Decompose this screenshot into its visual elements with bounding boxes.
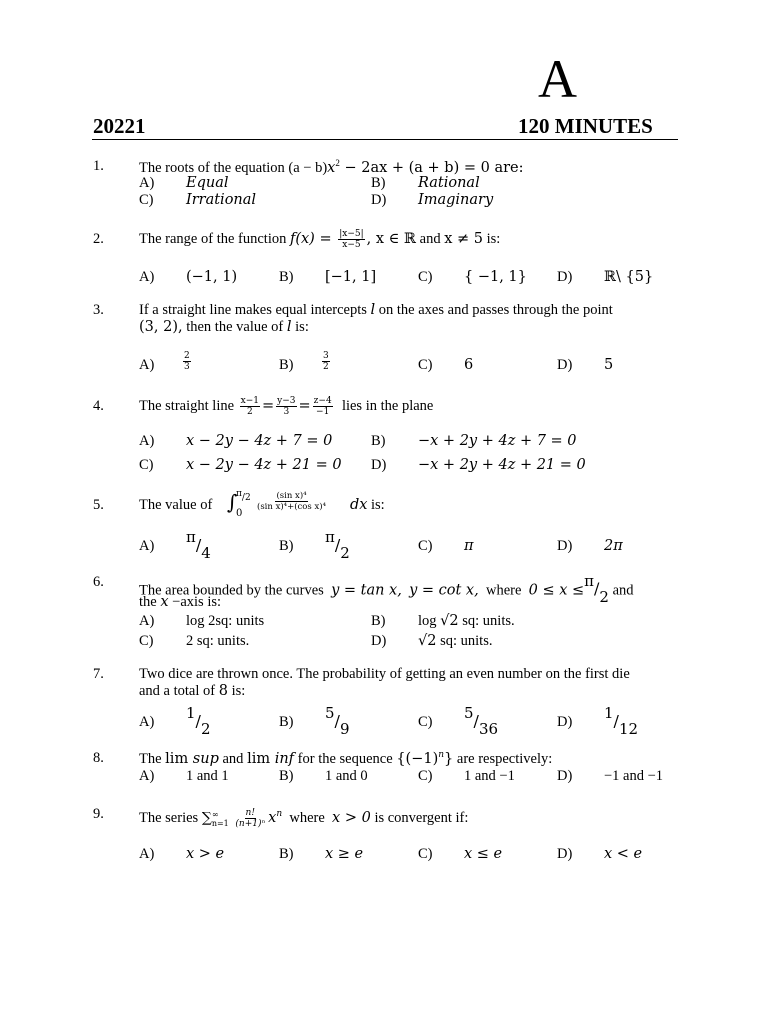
option-value[interactable]: Irrational: [186, 192, 257, 208]
option-value[interactable]: −x + 2y + 4z + 21 = 0: [418, 457, 586, 473]
fraction-numerator: x−1: [240, 396, 259, 407]
math-expr: lim: [247, 750, 271, 767]
limit-num: π: [236, 489, 242, 499]
question-text: [139, 594, 221, 611]
option-label: C): [418, 846, 433, 862]
question-text-part: are respectively:: [453, 750, 553, 767]
question-text: [139, 158, 524, 177]
option-label: C): [139, 192, 154, 208]
question-text-part: is convergent if:: [374, 809, 469, 826]
option-value[interactable]: [418, 633, 492, 650]
fraction-denominator: −1: [316, 407, 330, 418]
question-number: 5.: [93, 497, 104, 513]
option-label: A): [139, 846, 155, 862]
fraction-denominator: 2: [246, 407, 253, 418]
sqrt-expr: √2: [440, 613, 459, 629]
equals-sign: =: [262, 398, 275, 414]
option-label: D): [557, 768, 573, 784]
question-number: 6.: [93, 574, 104, 590]
fraction-denominator: 3: [184, 362, 190, 372]
option-value[interactable]: { −1, 1}: [464, 269, 527, 285]
question-number: 7.: [93, 666, 104, 682]
option-value[interactable]: 1 and 1: [186, 768, 229, 784]
option-label: D): [557, 714, 573, 730]
option-label: A): [139, 269, 155, 285]
frac-den: 4: [201, 543, 211, 562]
option-label: B): [371, 433, 386, 449]
option-label: C): [418, 714, 433, 730]
question-text-part: and: [416, 231, 445, 247]
option-label: B): [279, 538, 294, 554]
question-text-part: The roots of the equation (a − b): [139, 159, 328, 176]
fraction: [183, 351, 191, 372]
option-text: log: [418, 613, 441, 629]
question-text-part: then the value of: [182, 319, 287, 335]
question-text: [139, 302, 613, 319]
option-value[interactable]: [181, 351, 193, 372]
summation-sign: ∑: [201, 809, 212, 826]
option-value[interactable]: $^\pi/_2$: [325, 528, 350, 562]
fraction-denominator: 2: [323, 362, 329, 372]
question-number: 9.: [93, 806, 104, 822]
question-text-part: is:: [291, 319, 309, 335]
math-var: x: [327, 159, 336, 176]
question-text-part: and: [612, 582, 634, 599]
question-text-part: and: [218, 750, 248, 767]
option-value[interactable]: x ≥ e: [325, 846, 364, 862]
option-value[interactable]: −x + 2y + 4z + 7 = 0: [418, 433, 577, 449]
option-label: A): [139, 538, 155, 554]
frac-den: 2: [200, 719, 211, 738]
option-label: D): [557, 846, 573, 862]
option-value[interactable]: x − 2y − 4z + 7 = 0: [186, 433, 333, 449]
exponent: n: [276, 809, 283, 819]
question-text-part: − 2ax + (a + b) = 0 are:: [339, 159, 524, 176]
option-value[interactable]: π: [464, 538, 474, 554]
frac-num: 1: [186, 704, 196, 722]
option-label: B): [279, 357, 294, 373]
exam-code: 20221: [93, 114, 146, 138]
sum-upper: ∞: [211, 809, 219, 819]
question-number: 2.: [93, 231, 104, 247]
option-label: D): [371, 633, 387, 649]
math-expr: f(x) =: [289, 231, 337, 247]
frac-num: 1: [604, 704, 614, 722]
option-label: A): [139, 433, 155, 449]
question-text-part: where: [289, 809, 325, 826]
question-text-part: is:: [483, 231, 501, 247]
option-value[interactable]: −1 and −1: [604, 768, 664, 784]
math-var: x: [268, 809, 277, 826]
option-label: A): [139, 357, 155, 373]
option-label: A): [139, 613, 155, 629]
frac-den: 2: [340, 543, 350, 562]
question-text-part: the: [139, 594, 161, 610]
question-text-part: on the axes and passes through the point: [375, 302, 613, 318]
question-text: [139, 799, 468, 833]
question-text-part: The value of: [139, 497, 213, 513]
option-value[interactable]: ℝ\ {5}: [604, 269, 654, 285]
fraction-numerator: y−3: [277, 396, 296, 407]
question-text-part: The straight line: [139, 398, 235, 414]
math-expr: }: [444, 750, 454, 767]
option-value[interactable]: (−1, 1): [186, 269, 238, 285]
option-label: C): [418, 538, 433, 554]
exam-duration: 120 MINUTES: [518, 114, 653, 138]
option-value[interactable]: x ≤ e: [464, 846, 503, 862]
option-value[interactable]: x − 2y − 4z + 21 = 0: [186, 457, 342, 473]
fraction: [234, 808, 266, 829]
option-value[interactable]: 2π: [604, 538, 623, 554]
option-value[interactable]: 1 and −1: [464, 768, 515, 784]
option-text: sq: units.: [436, 633, 493, 649]
math-expr: x > 0: [332, 809, 371, 826]
option-label: C): [139, 457, 154, 473]
question-text-part: −axis is:: [168, 594, 222, 610]
math-expr: lim: [165, 750, 189, 767]
question-number: 4.: [93, 398, 104, 414]
option-label: D): [371, 192, 387, 208]
option-value[interactable]: 2 sq: units.: [186, 633, 250, 649]
option-value[interactable]: [418, 613, 515, 630]
fraction-numerator: n!: [245, 808, 255, 818]
sqrt-expr: √2: [418, 633, 437, 649]
option-label: B): [279, 768, 294, 784]
fraction: [240, 396, 260, 417]
option-label: A): [139, 714, 155, 730]
question-text: Two dice are thrown once. The probability of getting an even number on the first die: [139, 666, 630, 682]
question-text-part: If a straight line makes equal intercepts: [139, 302, 371, 318]
equals-sign: =: [298, 398, 311, 414]
question-text-part: is:: [227, 683, 246, 699]
option-label: B): [279, 714, 294, 730]
option-value[interactable]: x < e: [604, 846, 643, 862]
header-rule: [92, 139, 678, 140]
option-value[interactable]: x > e: [186, 846, 225, 862]
fraction: [256, 491, 327, 512]
math-expr: (3, 2),: [139, 319, 183, 335]
question-number: 8.: [93, 750, 104, 766]
math-expr: {(−1): [396, 750, 439, 767]
question-number: 3.: [93, 302, 104, 318]
option-value[interactable]: $^\pi/_4$: [186, 528, 211, 562]
option-value[interactable]: 6: [464, 357, 474, 373]
fraction-numerator: (sin x)⁴: [276, 491, 307, 501]
option-value[interactable]: $^1/_{12}$: [604, 704, 639, 738]
option-label: C): [418, 768, 433, 784]
frac-den: 36: [478, 719, 499, 738]
limit-den: 2: [244, 493, 251, 503]
frac-den: 9: [339, 719, 350, 738]
option-value[interactable]: [320, 351, 332, 372]
fraction-denominator: 3: [283, 407, 290, 418]
integral-lower-limit: 0: [236, 508, 243, 519]
option-value[interactable]: [−1, 1]: [325, 269, 377, 285]
integrand: [254, 491, 329, 512]
frac-num: π: [186, 528, 196, 546]
question-text: [139, 224, 500, 254]
question-text: [139, 750, 552, 768]
frac-num: π: [584, 572, 595, 590]
math-var: l: [370, 302, 376, 318]
option-label: C): [418, 269, 433, 285]
question-number: 1.: [93, 158, 104, 174]
fraction: [338, 229, 364, 250]
option-value[interactable]: $^1/_2$: [186, 704, 211, 738]
question-text-part: lies in the plane: [341, 398, 434, 414]
fraction: [313, 396, 333, 417]
question-text-part: The range of the function: [139, 231, 290, 247]
math-var: l: [286, 319, 292, 335]
math-expr: x ≠ 5: [444, 231, 484, 247]
option-label: B): [371, 613, 386, 629]
fraction-denominator: x−5: [342, 240, 361, 251]
option-value[interactable]: $^5/_{36}$: [464, 704, 499, 738]
option-value[interactable]: Rational: [418, 175, 480, 191]
fraction-denominator: (n+1)ⁿ: [235, 819, 266, 829]
question-text-part: The area bounded by the curves: [139, 582, 324, 599]
math-expr: , x ∈ ℝ: [366, 231, 417, 247]
question-text-part: The: [139, 750, 166, 767]
option-label: A): [139, 768, 155, 784]
sum-limits: [212, 810, 229, 828]
option-value[interactable]: log 2sq: units: [186, 613, 265, 629]
frac-num: 5: [325, 704, 335, 722]
integral-sign: ∫: [227, 490, 238, 514]
fraction-numerator: 3: [323, 351, 329, 361]
question-text-part: is:: [371, 497, 385, 513]
math-frac: $^\pi/_2$: [584, 572, 609, 606]
math-expr: y = cot x,: [409, 582, 479, 599]
question-text-part: The series: [139, 809, 202, 826]
option-value[interactable]: Imaginary: [418, 192, 494, 208]
fraction: [276, 396, 296, 417]
option-value[interactable]: 5: [604, 357, 614, 373]
question-text-part: where: [485, 582, 522, 599]
exponent: 2: [335, 158, 340, 168]
question-text: [139, 391, 433, 421]
exponent: n: [438, 750, 445, 760]
option-label: B): [279, 269, 294, 285]
fraction: [322, 351, 330, 372]
option-value[interactable]: 1 and 0: [325, 768, 368, 784]
frac-den: 12: [618, 719, 639, 738]
math-expr: 0 ≤ x ≤: [528, 582, 585, 599]
frac-den: 2: [599, 587, 609, 606]
option-label: B): [279, 846, 294, 862]
differential: dx: [350, 497, 368, 513]
math-expr: y = tan x,: [331, 582, 402, 599]
fraction-numerator: |x−5|: [339, 229, 364, 240]
question-text-part: and a total of: [139, 683, 219, 699]
option-label: D): [557, 357, 573, 373]
integral-upper-limit: π/2: [236, 489, 251, 503]
question-text: [139, 319, 309, 336]
math-expr: 8: [218, 683, 228, 699]
math-expr: sup: [188, 750, 219, 767]
option-text: sq: units.: [458, 613, 515, 629]
option-label: A): [139, 175, 155, 191]
option-label: D): [557, 269, 573, 285]
option-value[interactable]: Equal: [186, 175, 229, 191]
option-label: D): [557, 538, 573, 554]
math-var: x: [160, 594, 169, 610]
frac-num: π: [325, 528, 335, 546]
fraction-denominator: (sin x)⁴+(cos x)⁴: [257, 502, 326, 512]
fraction-numerator: z−4: [313, 396, 332, 407]
option-label: C): [139, 633, 154, 649]
math-expr: inf: [270, 750, 295, 767]
version-letter: A: [538, 49, 577, 109]
option-value[interactable]: $^5/_9$: [325, 704, 350, 738]
option-label: C): [418, 357, 433, 373]
sum-lower: n=1: [211, 818, 229, 828]
question-text-part: for the sequence: [294, 750, 397, 767]
frac-num: 5: [464, 704, 474, 722]
question-text: [139, 683, 245, 700]
option-label: B): [371, 175, 386, 191]
fraction-numerator: 2: [184, 351, 190, 361]
option-label: D): [371, 457, 387, 473]
